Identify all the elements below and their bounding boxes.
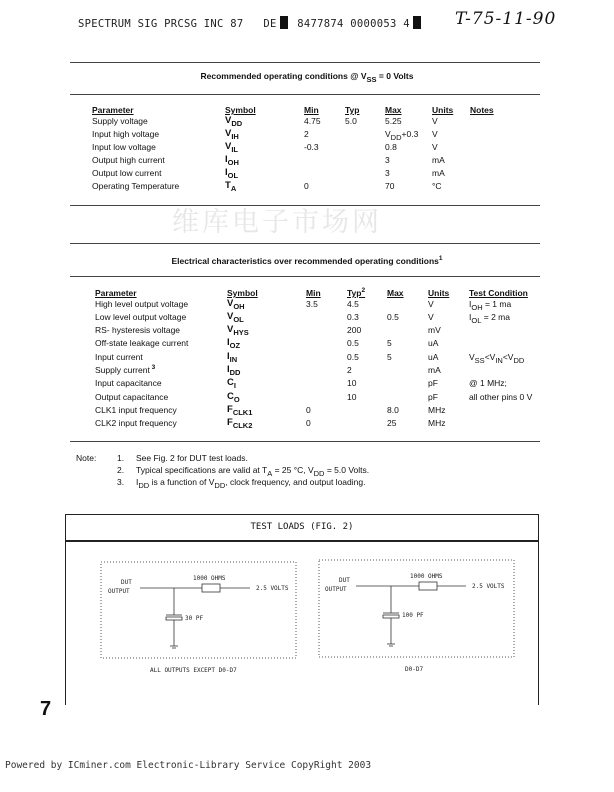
param-cell: Input capacitance xyxy=(95,378,162,388)
circuit-left xyxy=(101,562,296,674)
dut-label: DUT xyxy=(121,579,132,586)
param-cell: Input low voltage xyxy=(92,142,156,152)
symbol-base: V xyxy=(227,324,234,335)
table1-title-end: = 0 Volts xyxy=(376,71,414,81)
symbol-subscript: O xyxy=(233,395,240,404)
text-part: See Fig. 2 for DUT test loads. xyxy=(136,453,248,463)
min-cell: -0.3 xyxy=(304,142,319,152)
output-label: OUTPUT xyxy=(325,586,347,593)
param-cell: Supply voltage xyxy=(92,116,148,126)
text-part: I xyxy=(469,299,472,309)
symbol-subscript: IN xyxy=(229,355,238,364)
symbol-subscript: DD xyxy=(231,119,243,128)
capacitor-label: 30 PF xyxy=(185,615,204,622)
min-cell: 3.5 xyxy=(306,299,318,309)
param-cell: Low level output voltage xyxy=(95,312,187,322)
column-header-min: Min xyxy=(306,288,321,298)
note-number: 3. xyxy=(117,477,125,487)
units-cell: mA xyxy=(432,168,445,178)
subscript: OH xyxy=(471,303,483,312)
column-header-notes: Notes xyxy=(470,105,494,115)
max-cell: 5 xyxy=(387,338,392,348)
voltage-label: 2.5 VOLTS xyxy=(472,583,505,590)
text-part: Typical specifications are valid at T xyxy=(136,465,268,475)
units-cell: uA xyxy=(428,352,439,362)
subscript: DD xyxy=(138,481,150,490)
units-cell: mV xyxy=(428,325,441,335)
table1-title-text: Recommended operating conditions @ V xyxy=(200,71,367,81)
symbol-subscript: OL xyxy=(227,171,239,180)
subscript: DD xyxy=(313,469,325,478)
units-cell: MHz xyxy=(428,405,446,415)
symbol-subscript: IL xyxy=(231,145,239,154)
resistor-label: 1000 OHMS xyxy=(193,575,226,582)
resistor-label: 1000 OHMS xyxy=(410,573,443,580)
symbol-subscript: HYS xyxy=(233,328,249,337)
symbol-base: F xyxy=(227,404,233,415)
circuit-caption: ALL OUTPUTS EXCEPT D0-D7 xyxy=(150,667,237,674)
max-cell: 5.25 xyxy=(385,116,402,126)
text-part: , clock frequency, and output loading. xyxy=(225,477,366,487)
watermark: 维库电子市场网 xyxy=(172,207,382,238)
resistor-icon xyxy=(202,584,220,592)
note-number: 2. xyxy=(117,465,125,475)
text-part: I xyxy=(469,312,472,322)
subscript: SS xyxy=(474,356,485,365)
subscript: DD xyxy=(513,356,525,365)
company-code: SPECTRUM SIG PRCSG INC 87 xyxy=(78,18,244,30)
typ-cell: 5.0 xyxy=(345,116,357,126)
handwritten-code: T-75-11-90 xyxy=(455,9,557,29)
param-cell: Operating Temperature xyxy=(92,181,180,191)
units-cell: V xyxy=(428,312,434,322)
min-cell: 0 xyxy=(306,418,311,428)
param-cell: Off-state leakage current xyxy=(95,338,189,348)
param-cell: RS- hysteresis voltage xyxy=(95,325,181,335)
typ-cell: 0.5 xyxy=(347,338,359,348)
subscript: OL xyxy=(471,316,482,325)
typ-cell: 10 xyxy=(347,378,357,388)
symbol-base: C xyxy=(227,391,234,402)
symbol-subscript: DD xyxy=(229,368,241,377)
column-header-typ: Typ xyxy=(345,105,360,115)
table2-title-text: Electrical characteristics over recommended operating conditions xyxy=(171,256,439,266)
units-cell: uA xyxy=(428,338,439,348)
text-part: <V xyxy=(502,352,514,362)
capacitor-label: 100 PF xyxy=(402,612,424,619)
units-cell: mA xyxy=(428,365,441,375)
column-header-typ: Typ$^2$ xyxy=(347,287,366,298)
subscript: IN xyxy=(495,356,503,365)
units-cell: MHz xyxy=(428,418,446,428)
min-cell: 0 xyxy=(304,181,309,191)
typ-cell: 0.3 xyxy=(347,312,359,322)
symbol-subscript: OH xyxy=(233,302,245,311)
doc-code: 8477874 0000053 4 xyxy=(297,18,410,30)
param-cell: Output low current xyxy=(92,168,162,178)
symbol-base: V xyxy=(225,115,232,126)
param-cell: Output capacitance xyxy=(95,392,169,402)
param-cell: Output high current xyxy=(92,155,165,165)
text-part: = 2 ma xyxy=(481,312,510,322)
max-cell: 3 xyxy=(385,155,390,165)
symbol-base: F xyxy=(227,417,233,428)
superscript: 3 xyxy=(149,364,156,371)
circuit-caption: D0-D7 xyxy=(405,666,424,673)
symbol-base: V xyxy=(225,128,232,139)
units-cell: V xyxy=(432,142,438,152)
min-cell: 4.75 xyxy=(304,116,321,126)
units-cell: pF xyxy=(428,378,438,388)
max-cell: 0.5 xyxy=(387,312,399,322)
symbol-base: V xyxy=(225,141,232,152)
dut-label: DUT xyxy=(339,577,350,584)
output-label: OUTPUT xyxy=(108,588,130,595)
typ-cell: 200 xyxy=(347,325,362,335)
symbol-base: C xyxy=(227,377,234,388)
param-cell: Supply current $^3$ xyxy=(95,364,156,375)
column-header-symbol: Symbol xyxy=(227,288,258,298)
text-part: is a function of V xyxy=(149,477,215,487)
text-part: <V xyxy=(484,352,496,362)
max-cell: 25 xyxy=(387,418,397,428)
units-cell: V xyxy=(432,116,438,126)
column-header-units: Units xyxy=(428,288,450,298)
voltage-label: 2.5 VOLTS xyxy=(256,585,289,592)
units-cell: pF xyxy=(428,392,438,402)
subscript: DD xyxy=(214,481,226,490)
symbol-subscript: CLK2 xyxy=(232,421,253,430)
max-cell: 8.0 xyxy=(387,405,399,415)
subscript: A xyxy=(267,469,273,478)
max-cell: 5 xyxy=(387,352,392,362)
column-header-parameter: Parameter xyxy=(95,288,137,298)
symbol-base: I xyxy=(225,167,228,178)
typ-cell: 4.5 xyxy=(347,299,359,309)
column-header-max: Max xyxy=(387,288,404,298)
text-part: = 1 ma xyxy=(482,299,512,309)
symbol-base: I xyxy=(227,364,230,375)
symbol-subscript: IH xyxy=(231,132,239,141)
symbol-base: T xyxy=(225,180,231,191)
superscript: 2 xyxy=(361,287,366,294)
note-label: Note: xyxy=(76,453,97,463)
resistor-icon xyxy=(419,582,437,590)
min-cell: 0 xyxy=(306,405,311,415)
symbol-base: I xyxy=(225,154,228,165)
typ-cell: 0.5 xyxy=(347,352,359,362)
param-cell: CLK1 input frequency xyxy=(95,405,177,415)
max-cell: 0.8 xyxy=(385,142,397,152)
symbol-base: V xyxy=(227,311,234,322)
max-cell: 3 xyxy=(385,168,390,178)
symbol-base: I xyxy=(227,337,230,348)
symbol-subscript: OL xyxy=(233,315,244,324)
symbol-subscript: CLK1 xyxy=(232,408,253,417)
superscript: 1 xyxy=(438,255,443,262)
param-cell: High level output voltage xyxy=(95,299,189,309)
text-part: @ 1 MHz; xyxy=(469,378,507,388)
column-header-parameter: Parameter xyxy=(92,105,134,115)
text-part: all other pins 0 V xyxy=(469,392,533,402)
typ-cell: 2 xyxy=(347,365,352,375)
note-number: 1. xyxy=(117,453,125,463)
param-cell: Input high voltage xyxy=(92,129,160,139)
subscript: SS xyxy=(366,75,377,84)
units-cell: °C xyxy=(432,181,442,191)
param-cell: Input current xyxy=(95,352,143,362)
text-part: V xyxy=(469,352,475,362)
column-header-test-condition: Test Condition xyxy=(469,288,528,298)
text-part: V xyxy=(385,129,391,139)
symbol-subscript: OZ xyxy=(229,341,241,350)
page-number: 7 xyxy=(40,698,52,720)
units-cell: mA xyxy=(432,155,445,165)
units-cell: V xyxy=(428,299,434,309)
symbol-subscript: I xyxy=(233,381,236,390)
column-header-symbol: Symbol xyxy=(225,105,256,115)
footer: Powered by ICminer.com Electronic-Library Service CopyRight 2003 xyxy=(5,760,372,771)
max-cell: 70 xyxy=(385,181,395,191)
symbol-subscript: OH xyxy=(227,158,239,167)
text-part: I xyxy=(136,477,139,487)
text-part: = 5.0 Volts. xyxy=(324,465,370,475)
symbol-base: I xyxy=(227,351,230,362)
text-part: +0.3 xyxy=(401,129,419,139)
circuit-right xyxy=(319,560,514,673)
subscript: DD xyxy=(390,133,402,142)
min-cell: 2 xyxy=(304,129,309,139)
symbol-subscript: A xyxy=(230,184,237,193)
column-header-units: Units xyxy=(432,105,454,115)
units-cell: V xyxy=(432,129,438,139)
text-part: = 25 °C, V xyxy=(272,465,314,475)
param-cell: CLK2 input frequency xyxy=(95,418,177,428)
test-loads-title: TEST LOADS (FIG. 2) xyxy=(250,522,354,532)
column-header-max: Max xyxy=(385,105,402,115)
typ-cell: 10 xyxy=(347,392,357,402)
symbol-base: V xyxy=(227,298,234,309)
column-header-min: Min xyxy=(304,105,319,115)
de-mark: DE xyxy=(263,18,277,30)
